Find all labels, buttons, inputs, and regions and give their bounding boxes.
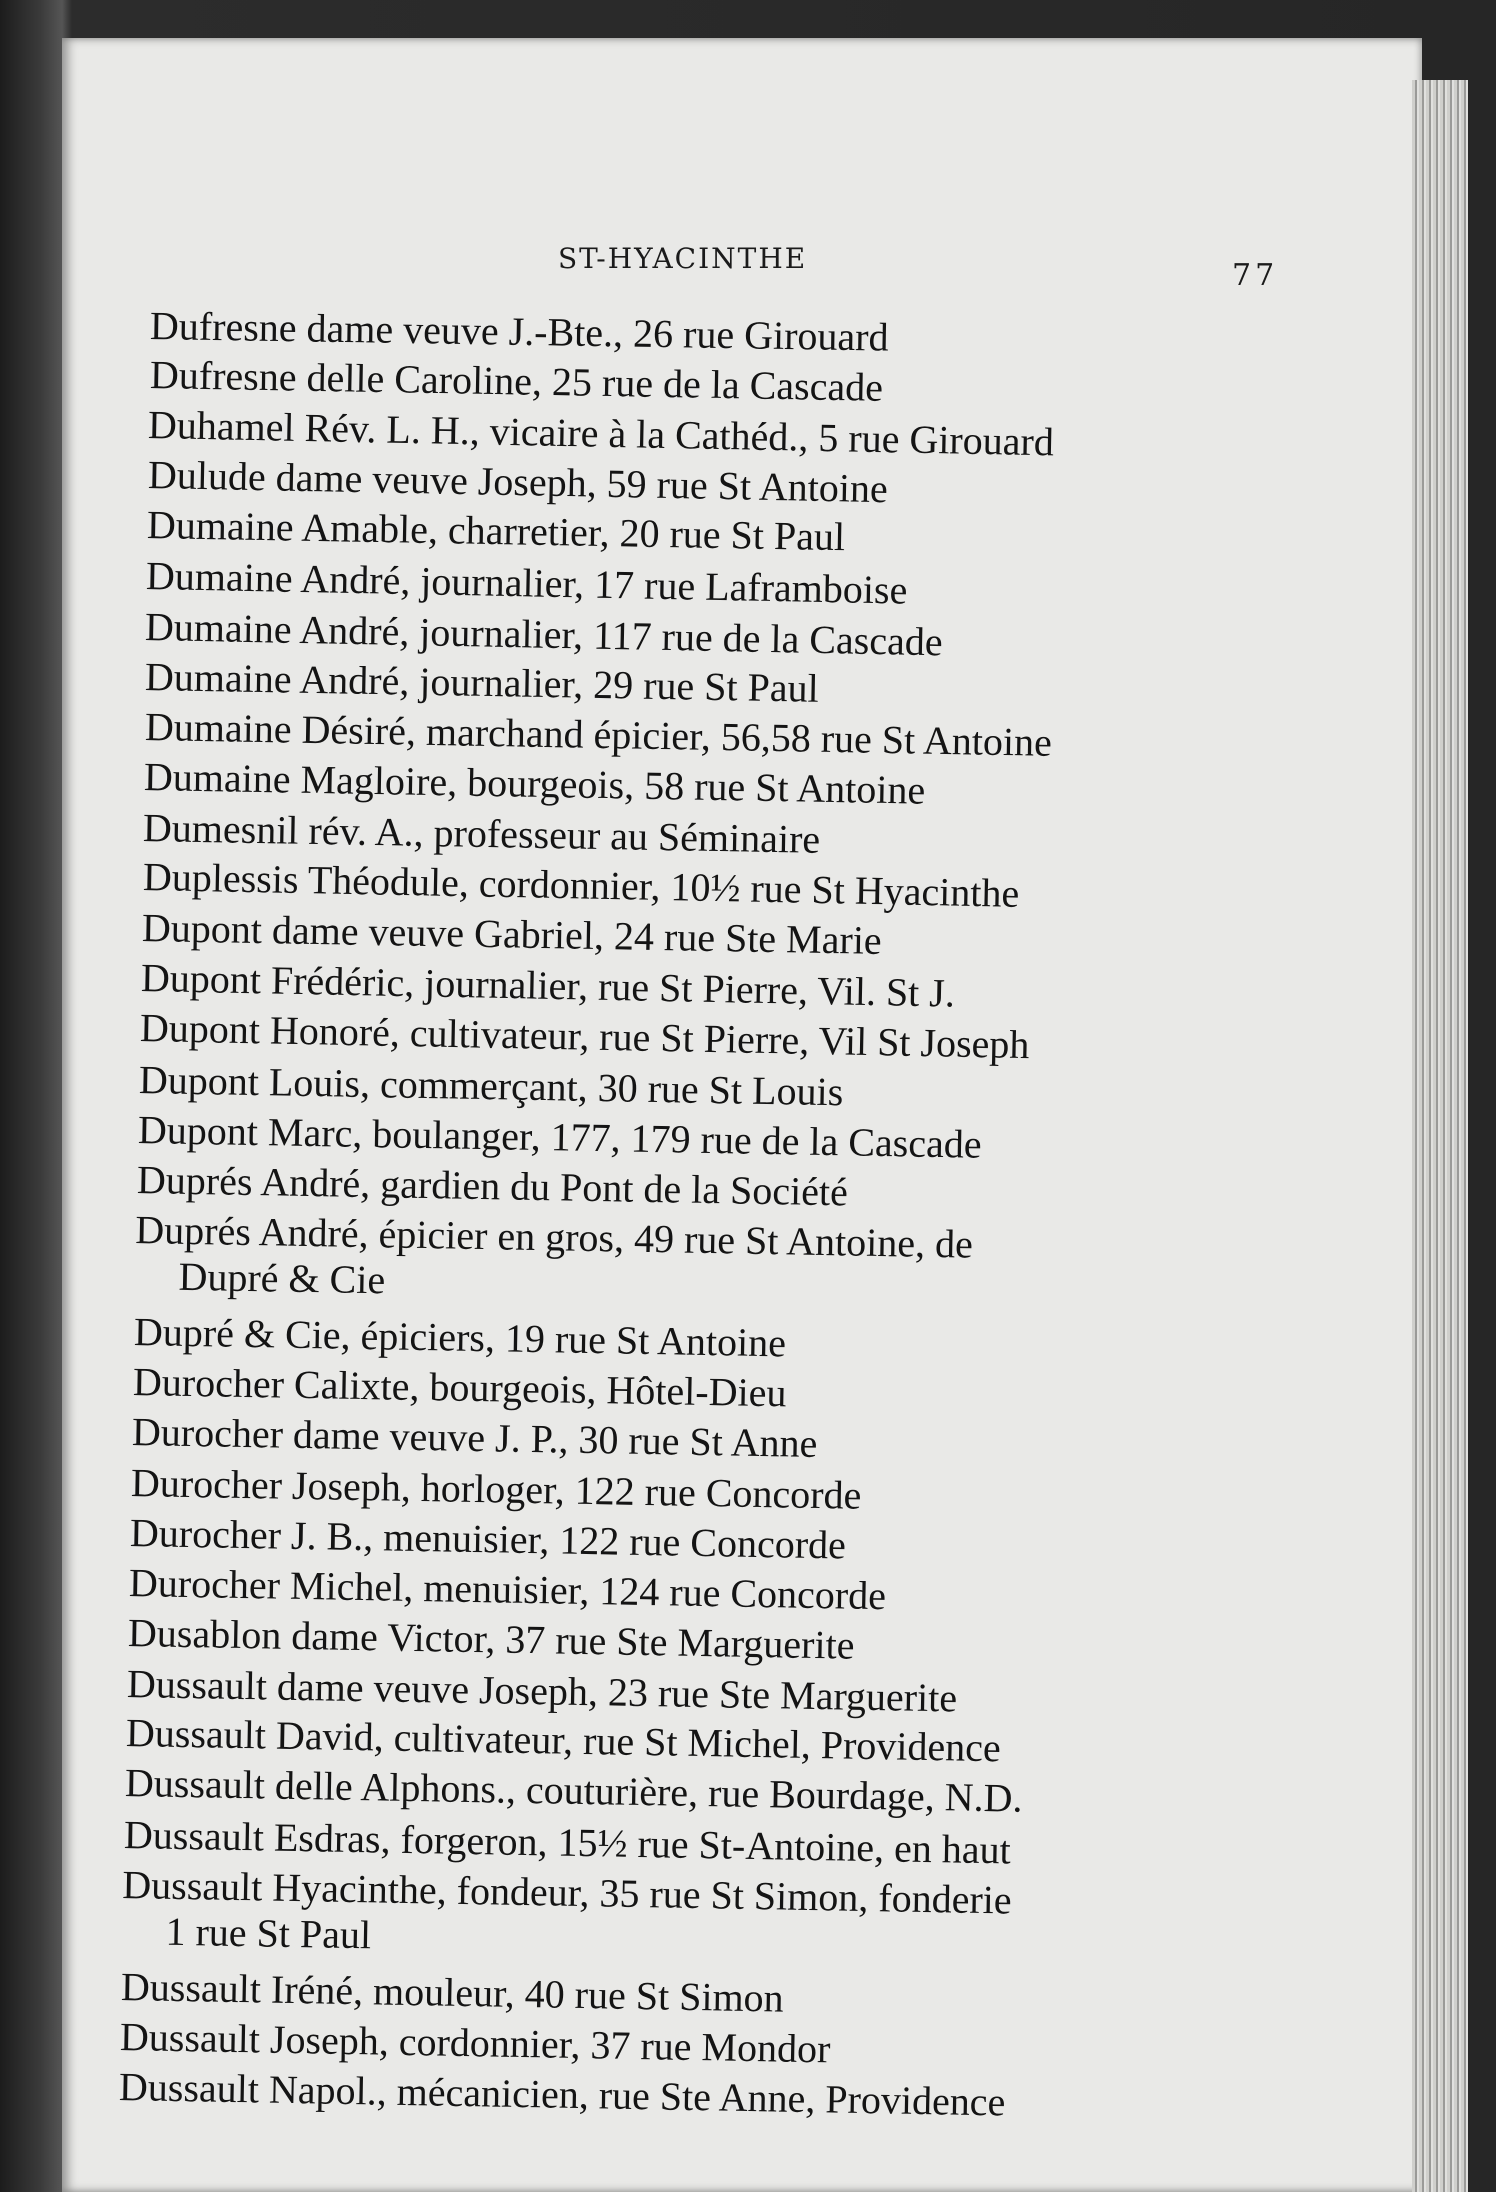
- directory-entry: [119, 2014, 831, 2072]
- directory-entry: [138, 1057, 844, 1115]
- entry-text: Durocher Michel, menuisier, 124 rue Concorde: [128, 1560, 887, 1619]
- entry-text: Dussault David, cultivateur, rue St Michel, Providence: [125, 1710, 1002, 1771]
- entry-text: Dupont Frédéric, journalier, rue St Pierre, Vil. St J.: [140, 955, 956, 1016]
- directory-entry: [147, 452, 889, 512]
- entry-text: Dussault Esdras, forgeron, 15½ rue St-Antoine, en haut: [123, 1812, 1012, 1873]
- entry-text: Durocher dame veuve J. P., 30 rue St Anne: [131, 1409, 818, 1466]
- entry-text: Dussault dame veuve Joseph, 23 rue Ste Marguerite: [126, 1661, 958, 1721]
- entry-text: Dusablon dame Victor, 37 rue Ste Marguerite: [127, 1610, 855, 1668]
- directory-entry: [127, 1610, 855, 1668]
- entry-text: Dulude dame veuve Joseph, 59 rue St Antoine: [147, 452, 889, 512]
- directory-entry: [121, 1862, 1013, 1967]
- directory-entry: [141, 905, 883, 963]
- entry-text: Dumaine André, journalier, 17 rue Laframboise: [145, 553, 908, 613]
- page-number: 77: [1232, 258, 1279, 293]
- entry-text: Dussault Iréné, mouleur, 40 rue St Simon: [120, 1964, 785, 2021]
- directory-entry: [130, 1460, 862, 1518]
- entry-text: Dussault Napol., mécanicien, rue Ste Anne, Providence: [118, 2064, 1006, 2125]
- entry-text: Dumaine Magloire, bourgeois, 58 rue St Antoine: [143, 754, 926, 813]
- entry-continuation: 1 rue St Paul: [165, 1908, 372, 1958]
- entry-text: Dumesnil rév. A., professeur au Séminaire: [142, 805, 821, 862]
- directory-entry: [146, 502, 846, 560]
- directory-entry: [145, 553, 908, 613]
- directory-entry: [132, 1359, 787, 1416]
- directory-entry: [144, 654, 820, 711]
- running-head: ST-HYACINTHE: [558, 242, 808, 275]
- directory-entry: [143, 754, 926, 813]
- entry-text: Durocher J. B., menuisier, 122 rue Concorde: [129, 1510, 847, 1568]
- directory-entry: [118, 2064, 1006, 2125]
- entry-text: Duprés André, gardien du Pont de la Société: [136, 1157, 849, 1215]
- directory-entry: [142, 805, 821, 862]
- entry-text: Durocher Joseph, horloger, 122 rue Concorde: [130, 1460, 862, 1518]
- entry-text: Dupré & Cie, épiciers, 19 rue St Antoine: [133, 1309, 787, 1366]
- entry-text: Dupont Honoré, cultivateur, rue St Pierre, Vil St Joseph: [139, 1005, 1030, 1068]
- entry-text: Dupont Louis, commerçant, 30 rue St Louis: [138, 1057, 844, 1115]
- entry-text: Duplessis Théodule, cordonnier, 10½ rue St Hyacinthe: [142, 854, 1020, 916]
- directory-entry: [139, 1005, 1030, 1068]
- directory-entry: [137, 1107, 982, 1167]
- entry-text: Dupont Marc, boulanger, 177, 179 rue de la Cascade: [137, 1107, 982, 1167]
- entry-text: Dumaine Amable, charretier, 20 rue St Paul: [146, 502, 846, 560]
- directory-entry: [149, 303, 889, 360]
- entry-text: Dumaine André, journalier, 29 rue St Paul: [144, 654, 820, 711]
- entry-text: Dussault Joseph, cordonnier, 37 rue Mondor: [119, 2014, 831, 2072]
- entry-text: Duprés André, épicier en gros, 49 rue St Antoine, de: [135, 1207, 974, 1267]
- directory-entry: [142, 854, 1020, 916]
- entry-text: Dupont dame veuve Gabriel, 24 rue Ste Marie: [141, 905, 883, 963]
- entry-text: Durocher Calixte, bourgeois, Hôtel-Dieu: [132, 1359, 787, 1416]
- directory-entry: [120, 1964, 785, 2021]
- entry-continuation: Dupré & Cie: [178, 1253, 386, 1303]
- directory-entry: [129, 1510, 847, 1568]
- directory-entry: [131, 1409, 818, 1466]
- entry-text: Dufresne delle Caroline, 25 rue de la Cascade: [149, 352, 884, 410]
- directory-entry: [126, 1661, 958, 1721]
- directory-entry: [133, 1309, 787, 1366]
- directory-entry: [136, 1157, 849, 1215]
- entry-text: Dumaine André, journalier, 117 rue de la Cascade: [144, 604, 944, 665]
- entry-text: Dumaine Désiré, marchand épicier, 56,58 rue St Antoine: [144, 704, 1053, 765]
- directory-entry: [128, 1560, 887, 1619]
- entry-text: Duhamel Rév. L. H., vicaire à la Cathéd., 5 rue Girouard: [147, 402, 1055, 465]
- directory-entry: [144, 604, 944, 665]
- entry-text: Dussault delle Alphons., couturière, rue Bourdage, N.D.: [124, 1760, 1023, 1821]
- directory-entry: [144, 704, 1053, 765]
- directory-entry: [140, 955, 956, 1016]
- directory-entry: [125, 1710, 1002, 1771]
- directory-entry: [149, 352, 884, 410]
- directory-entry: [134, 1207, 974, 1311]
- entry-text: Dussault Hyacinthe, fondeur, 35 rue St Simon, fonderie: [122, 1862, 1013, 1923]
- entry-text: Dufresne dame veuve J.-Bte., 26 rue Girouard: [149, 303, 889, 360]
- directory-entry: [124, 1760, 1023, 1821]
- directory-entry: [123, 1812, 1012, 1873]
